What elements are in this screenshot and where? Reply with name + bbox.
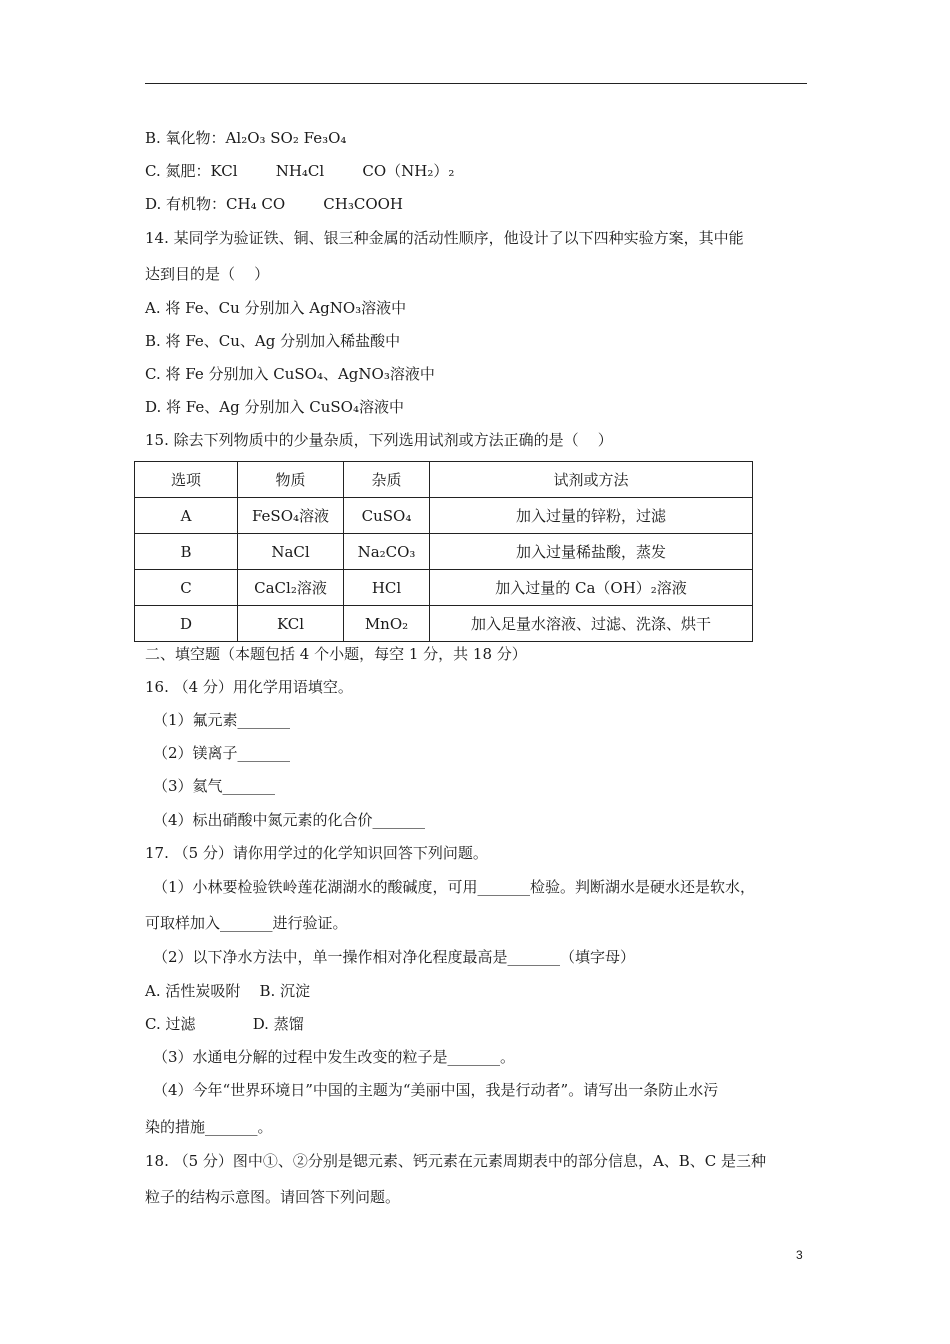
table-cell: 加入过量的 Ca（OH）₂溶液	[430, 570, 753, 606]
q17-stem: 17. （5 分）请你用学过的化学知识回答下列问题。	[145, 844, 488, 862]
table-cell: CuSO₄	[344, 498, 430, 534]
q16-part2: （2）镁离子_______	[153, 744, 291, 762]
q16-part3: （3）氦气_______	[153, 777, 276, 795]
table-cell: MnO₂	[344, 606, 430, 642]
table-cell: A	[135, 498, 238, 534]
table-cell: NaCl	[238, 534, 344, 570]
table-header-row	[135, 462, 753, 498]
table-cell: C	[135, 570, 238, 606]
table-header-cell: 物质	[238, 462, 344, 498]
q17-part2: （2）以下净水方法中，单一操作相对净化程度最高是_______（填字母）	[153, 948, 636, 966]
q17-option-cd: C. 过滤 D. 蒸馏	[145, 1015, 304, 1033]
table-cell: B	[135, 534, 238, 570]
table-cell: 加入过量的锌粉，过滤	[430, 498, 753, 534]
q14-option-a: A. 将 Fe、Cu 分别加入 AgNO₃溶液中	[145, 299, 407, 317]
table-cell: KCl	[238, 606, 344, 642]
table-cell: 加入过量稀盐酸，蒸发	[430, 534, 753, 570]
q17-part1-line2: 可取样加入_______进行验证。	[145, 914, 348, 932]
q14-stem-line2: 达到目的是（ ）	[145, 265, 270, 283]
table-row	[135, 534, 753, 570]
q13-option-d: D. 有机物：CH₄ CO CH₃COOH	[145, 195, 404, 213]
table-cell: Na₂CO₃	[344, 534, 430, 570]
table-header-cell: 杂质	[344, 462, 430, 498]
table-cell: 加入足量水溶液、过滤、洗涤、烘干	[430, 606, 753, 642]
q15-stem: 15. 除去下列物质中的少量杂质，下列选用试剂或方法正确的是（ ）	[145, 431, 613, 449]
q17-part4-line1: （4）今年“世界环境日”中国的主题为“美丽中国，我是行动者”。请写出一条防止水污	[153, 1081, 719, 1099]
q13-option-b: B. 氧化物：Al₂O₃ SO₂ Fe₃O₄	[145, 129, 347, 147]
q17-part1-line1: （1）小林要检验铁岭莲花湖湖水的酸碱度，可用_______检验。判断湖水是硬水还是软水，	[153, 878, 756, 896]
page-number: 3	[796, 1248, 803, 1262]
table-cell: D	[135, 606, 238, 642]
q14-option-d: D. 将 Fe、Ag 分别加入 CuSO₄溶液中	[145, 398, 404, 416]
table-row	[135, 570, 753, 606]
q16-part4: （4）标出硝酸中氮元素的化合价_______	[153, 811, 426, 829]
q15-table	[134, 461, 753, 642]
table-cell: FeSO₄溶液	[238, 498, 344, 534]
q16-stem: 16. （4 分）用化学用语填空。	[145, 678, 353, 696]
table-cell: CaCl₂溶液	[238, 570, 344, 606]
q17-option-ab: A. 活性炭吸附 B. 沉淀	[145, 982, 311, 1000]
table-cell: HCl	[344, 570, 430, 606]
q14-option-b: B. 将 Fe、Cu、Ag 分别加入稀盐酸中	[145, 332, 401, 350]
table-header-cell: 选项	[135, 462, 238, 498]
q14-option-c: C. 将 Fe 分别加入 CuSO₄、AgNO₃溶液中	[145, 365, 435, 383]
q16-part1: （1）氟元素_______	[153, 711, 291, 729]
table-row	[135, 498, 753, 534]
table-header-cell: 试剂或方法	[430, 462, 753, 498]
section-two-heading: 二、填空题（本题包括 4 个小题，每空 1 分，共 18 分）	[145, 645, 527, 663]
header-rule	[145, 83, 807, 84]
q18-stem-line2: 粒子的结构示意图。请回答下列问题。	[145, 1188, 401, 1206]
q13-option-c: C. 氮肥：KCl NH₄Cl CO（NH₂）₂	[145, 162, 455, 180]
q17-part3: （3）水通电分解的过程中发生改变的粒子是_______。	[153, 1048, 516, 1066]
q14-stem-line1: 14. 某同学为验证铁、铜、银三种金属的活动性顺序，他设计了以下四种实验方案，其中能	[145, 229, 744, 247]
q18-stem-line1: 18. （5 分）图中①、②分别是锶元素、钙元素在元素周期表中的部分信息，A、B、C 是三种	[145, 1152, 767, 1170]
q17-part4-line2: 染的措施_______。	[145, 1118, 273, 1136]
table-row	[135, 606, 753, 642]
